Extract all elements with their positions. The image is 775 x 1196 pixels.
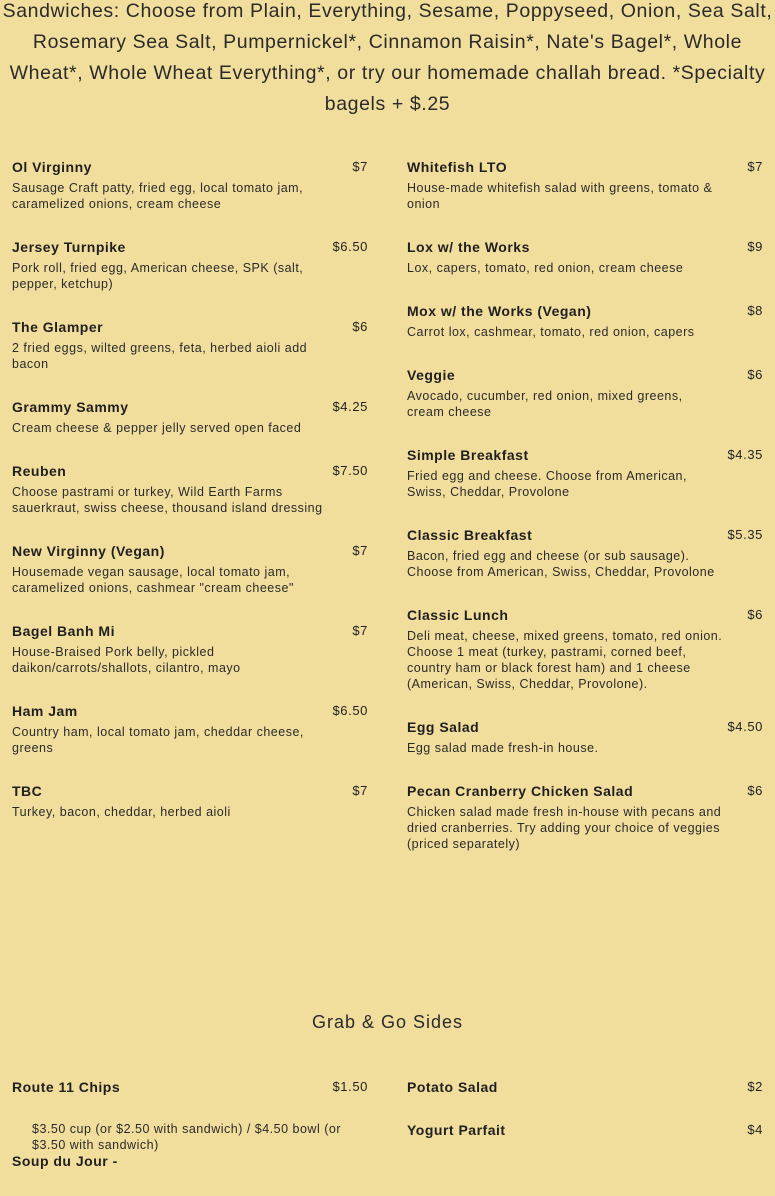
item-name: Lox w/ the Works — [407, 239, 530, 255]
item-name: Route 11 Chips — [12, 1079, 121, 1095]
item-name: Ol Virginny — [12, 159, 92, 175]
item-price: $7 — [352, 623, 368, 638]
soup-description: $3.50 cup (or $2.50 with sandwich) / $4.50 bowl (or $3.50 with sandwich) — [32, 1122, 341, 1152]
item-price: $6.50 — [332, 703, 368, 718]
item-name: Mox w/ the Works (Vegan) — [407, 303, 592, 319]
item-price: $6 — [747, 607, 763, 622]
item-name: Classic Breakfast — [407, 527, 533, 543]
item-price: $4.50 — [727, 719, 763, 734]
menu-item — [12, 238, 368, 292]
item-description: Carrot lox, cashmear, tomato, red onion, capers — [407, 325, 695, 339]
item-name: Classic Lunch — [407, 607, 509, 623]
menu-item — [12, 462, 368, 516]
item-description: Turkey, bacon, cheddar, herbed aioli — [12, 805, 231, 819]
menu-item — [407, 526, 763, 580]
menu-intro: Sandwiches: Choose from Plain, Everything, Sesame, Poppyseed, Onion, Sea Salt, Rosemary Sea Salt, Pumpernickel*, Cinnamon Raisin*, Nate's Bagel*, Whole Wheat*, Whole Wheat Everything*, or try our homemade challah bread. *Specialty bagels + $.25 — [2, 0, 773, 115]
menu-column-left — [12, 158, 368, 846]
item-price: $2 — [747, 1079, 763, 1094]
item-name: Bagel Banh Mi — [12, 623, 115, 639]
item-price: $1.50 — [332, 1079, 368, 1094]
side-item-yogurt-parfait — [407, 1121, 763, 1139]
item-price: $9 — [747, 239, 763, 254]
item-name: Yogurt Parfait — [407, 1122, 506, 1138]
menu-item — [12, 318, 368, 372]
item-description: Deli meat, cheese, mixed greens, tomato, red onion. Choose 1 meat (turkey, pastrami, corned beef, country ham or black forest ham) and 1 cheese (American, Swiss, Cheddar, Provolone). — [407, 629, 723, 691]
menu-item — [12, 702, 368, 756]
item-description: Bacon, fried egg and cheese (or sub sausage). Choose from American, Swiss, Cheddar, Provolone — [407, 549, 715, 579]
item-name: Potato Salad — [407, 1079, 498, 1095]
menu-item — [12, 398, 368, 436]
item-name: Ham Jam — [12, 703, 78, 719]
item-description: House-made whitefish salad with greens, tomato & onion — [407, 181, 713, 211]
menu-item — [12, 158, 368, 212]
item-name: The Glamper — [12, 319, 104, 335]
sides-section-title: Grab & Go Sides — [311, 1012, 464, 1032]
item-price: $4.25 — [332, 399, 368, 414]
menu-item — [12, 622, 368, 676]
side-item-potato-salad — [407, 1078, 763, 1096]
item-name: Jersey Turnpike — [12, 239, 126, 255]
item-price: $7 — [352, 543, 368, 558]
item-price: $6 — [352, 319, 368, 334]
item-price: $6 — [747, 783, 763, 798]
menu-item — [407, 446, 763, 500]
item-name: Grammy Sammy — [12, 399, 129, 415]
menu-item — [407, 782, 763, 852]
item-name: Reuben — [12, 463, 67, 479]
item-price: $7 — [352, 159, 368, 174]
item-description: House-Braised Pork belly, pickled daikon/carrots/shallots, cilantro, mayo — [12, 645, 241, 675]
item-price: $8 — [747, 303, 763, 318]
menu-item — [12, 782, 368, 820]
menu-column-right — [407, 158, 763, 878]
item-price: $7 — [747, 159, 763, 174]
item-description: Fried egg and cheese. Choose from American, Swiss, Cheddar, Provolone — [407, 469, 687, 499]
item-name: TBC — [12, 783, 43, 799]
item-price: $6 — [747, 367, 763, 382]
menu-item — [407, 302, 763, 340]
soup-name: Soup du Jour - — [12, 1153, 118, 1169]
item-name: Simple Breakfast — [407, 447, 529, 463]
menu-item — [407, 606, 763, 692]
item-price: $7 — [352, 783, 368, 798]
item-name: Pecan Cranberry Chicken Salad — [407, 783, 634, 799]
item-name: Whitefish LTO — [407, 159, 508, 175]
item-description: Lox, capers, tomato, red onion, cream cheese — [407, 261, 684, 275]
side-item-chips — [12, 1078, 368, 1096]
item-price: $7.50 — [332, 463, 368, 478]
item-description: Choose pastrami or turkey, Wild Earth Farms sauerkraut, swiss cheese, thousand island dressing — [12, 485, 323, 515]
item-name: New Virginny (Vegan) — [12, 543, 165, 559]
item-description: Avocado, cucumber, red onion, mixed greens, cream cheese — [407, 389, 683, 419]
item-description: Country ham, local tomato jam, cheddar cheese, greens — [12, 725, 304, 755]
menu-item — [407, 366, 763, 420]
item-description: Housemade vegan sausage, local tomato jam, caramelized onions, cashmear "cream cheese" — [12, 565, 294, 595]
item-price: $4.35 — [727, 447, 763, 462]
item-name: Veggie — [407, 367, 456, 383]
item-price: $6.50 — [332, 239, 368, 254]
item-description: Cream cheese & pepper jelly served open faced — [12, 421, 302, 435]
menu-item — [12, 542, 368, 596]
menu-item — [407, 238, 763, 276]
item-description: Pork roll, fried egg, American cheese, SPK (salt, pepper, ketchup) — [12, 261, 304, 291]
menu-item — [407, 158, 763, 212]
item-name: Egg Salad — [407, 719, 480, 735]
item-description: 2 fried eggs, wilted greens, feta, herbed aioli add bacon — [12, 341, 308, 371]
item-description: Egg salad made fresh-in house. — [407, 741, 599, 755]
item-description: Sausage Craft patty, fried egg, local tomato jam, caramelized onions, cream cheese — [12, 181, 304, 211]
item-price: $5.35 — [727, 527, 763, 542]
menu-item — [407, 718, 763, 756]
item-description: Chicken salad made fresh in-house with pecans and dried cranberries. Try adding your choice of veggies (priced separately) — [407, 805, 722, 851]
item-price: $4 — [747, 1122, 763, 1137]
